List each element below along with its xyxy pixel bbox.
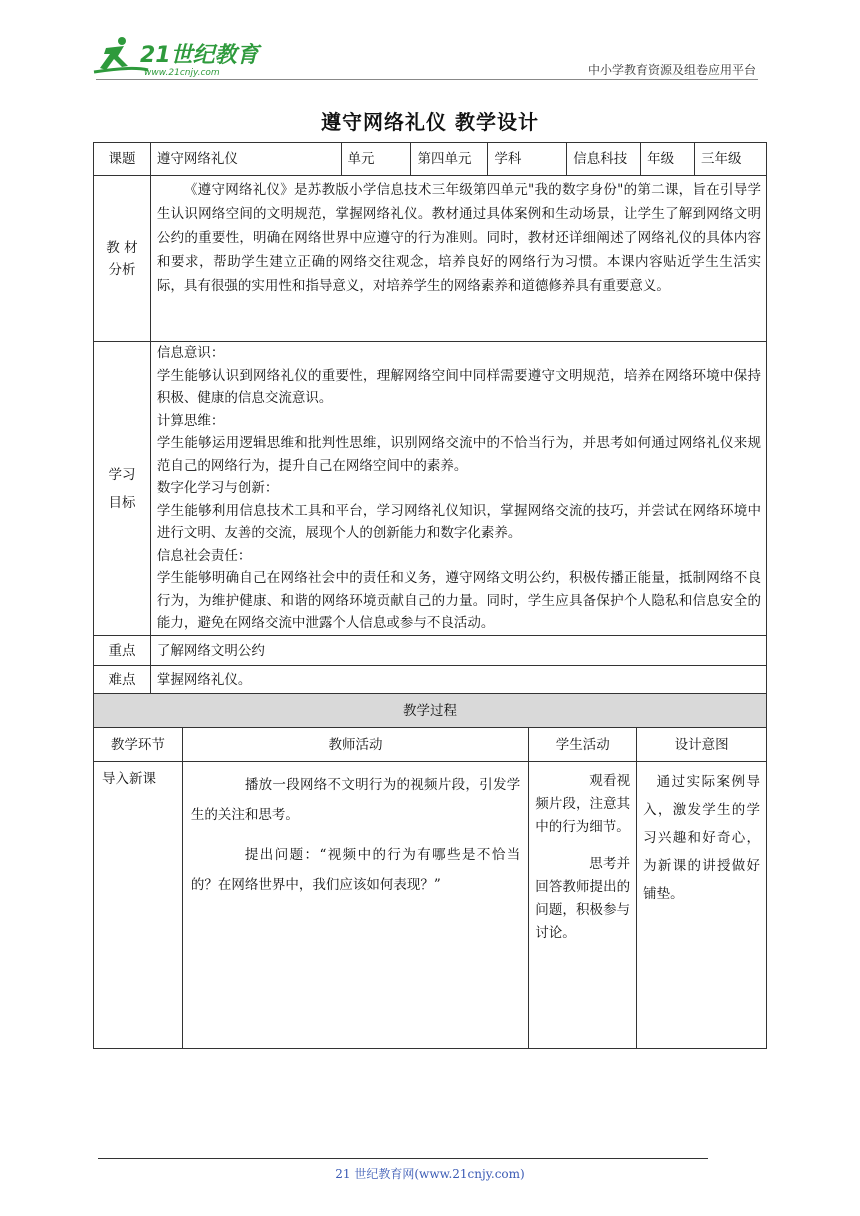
goal-heading: 信息意识： bbox=[156, 345, 225, 361]
column-header: 设计意图 bbox=[637, 728, 767, 762]
process-header-row bbox=[94, 728, 767, 762]
analysis-row bbox=[94, 176, 767, 342]
page-header bbox=[0, 0, 860, 90]
design-intent: 通过实际案例导入，激发学生的学习兴趣和好奇心，为新课的讲授做好铺垫。 bbox=[637, 762, 767, 1049]
key-point-label: 重点 bbox=[94, 636, 151, 666]
header-divider bbox=[96, 79, 758, 80]
key-point-text: 了解网络文明公约 bbox=[150, 636, 766, 666]
stage-cell: 导入新课 bbox=[94, 762, 183, 1049]
footer-text: 21 世纪教育网(www.21cnjy.com) bbox=[335, 1167, 525, 1181]
difficulty-text: 掌握网络礼仪。 bbox=[150, 666, 766, 694]
teacher-activity: 播放一段网络不文明行为的视频片段，引发学生的关注和思考。 提出问题：“视频中的行为有哪些是不恰当的？在网络世界中，我们应该如何表现？” bbox=[182, 762, 528, 1049]
topic-label: 课题 bbox=[94, 143, 151, 176]
key-point-row bbox=[94, 636, 767, 666]
subject-label: 学科 bbox=[488, 143, 567, 176]
subject-value: 信息科技 bbox=[567, 143, 641, 176]
process-title: 教学过程 bbox=[94, 694, 767, 728]
goals-row bbox=[94, 342, 767, 636]
goal-text: 学生能够运用逻辑思维和批判性思维，识别网络交流中的不恰当行为，并思考如何通过网络礼仪来规范自己的网络行为，提升自己在网络空间中的素养。 bbox=[156, 435, 761, 474]
process-row bbox=[94, 762, 767, 1049]
goals-label: 学习 目标 bbox=[94, 342, 151, 636]
svg-text:www.21cnjy.com: www.21cnjy.com bbox=[144, 68, 220, 78]
process-title-row bbox=[94, 694, 767, 728]
analysis-label: 教 材 分析 bbox=[94, 176, 151, 342]
unit-value: 第四单元 bbox=[411, 143, 488, 176]
svg-text:21世纪教育: 21世纪教育 bbox=[140, 43, 259, 68]
goal-text: 学生能够认识到网络礼仪的重要性，理解网络空间中同样需要遵守文明规范，培养在网络环境中保持积极、健康的信息交流意识。 bbox=[156, 367, 761, 406]
teaching-process-table bbox=[93, 693, 767, 1049]
grade-label: 年级 bbox=[641, 143, 695, 176]
logo bbox=[92, 36, 262, 80]
column-header: 教师活动 bbox=[182, 728, 528, 762]
student-activity: 观看视频片段，注意其中的行为细节。 思考并回答教师提出的问题，积极参与讨论。 bbox=[529, 762, 637, 1049]
unit-label: 单元 bbox=[341, 143, 411, 176]
goal-text: 学生能够明确自己在网络社会中的责任和义务，遵守网络文明公约，积极传播正能量，抵制网络不良行为，为维护健康、和谐的网络环境贡献自己的力量。同时，学生应具备保护个人隐私和信息安全的能力，避免在网络交流中泄露个人信息或参与不良活动。 bbox=[156, 570, 761, 631]
goal-heading: 计算思维： bbox=[156, 412, 225, 429]
platform-name: 中小学教育资源及组卷应用平台 bbox=[587, 63, 756, 77]
column-header: 学生活动 bbox=[529, 728, 637, 762]
topic-value: 遵守网络礼仪 bbox=[150, 143, 341, 176]
column-header: 教学环节 bbox=[94, 728, 183, 762]
goal-heading: 数字化学习与创新： bbox=[156, 480, 279, 496]
difficulty-row bbox=[94, 666, 767, 694]
goal-heading: 信息社会责任： bbox=[156, 547, 252, 564]
info-row bbox=[94, 143, 767, 176]
runner-logo-icon bbox=[92, 36, 262, 80]
footer-divider bbox=[98, 1158, 708, 1159]
page-title: 遵守网络礼仪 教学设计 bbox=[321, 110, 539, 134]
lesson-info-table bbox=[93, 142, 767, 694]
grade-value: 三年级 bbox=[695, 143, 767, 176]
difficulty-label: 难点 bbox=[94, 666, 151, 694]
goals-content bbox=[150, 342, 766, 636]
goal-text: 学生能够利用信息技术工具和平台，学习网络礼仪知识，掌握网络交流的技巧，并尝试在网络环境中进行文明、友善的交流，展现个人的创新能力和数字化素养。 bbox=[156, 502, 761, 541]
analysis-text: 《遵守网络礼仪》是苏教版小学信息技术三年级第四单元"我的数字身份"的第二课，旨在引导学生认识网络空间的文明规范，掌握网络礼仪。教材通过具体案例和生动场景，让学生了解到网络文明公约的重要性，明确在网络世界中应遵守的行为准则。同时，教材还详细阐述了网络礼仪的具体内容和要求，帮助学生建立正确的网络交往观念，培养良好的网络行为习惯。本课内容贴近学生生活实际，具有很强的实用性和指导意义，对培养学生的网络素养和道德修养具有重要意义。 bbox=[150, 176, 766, 342]
